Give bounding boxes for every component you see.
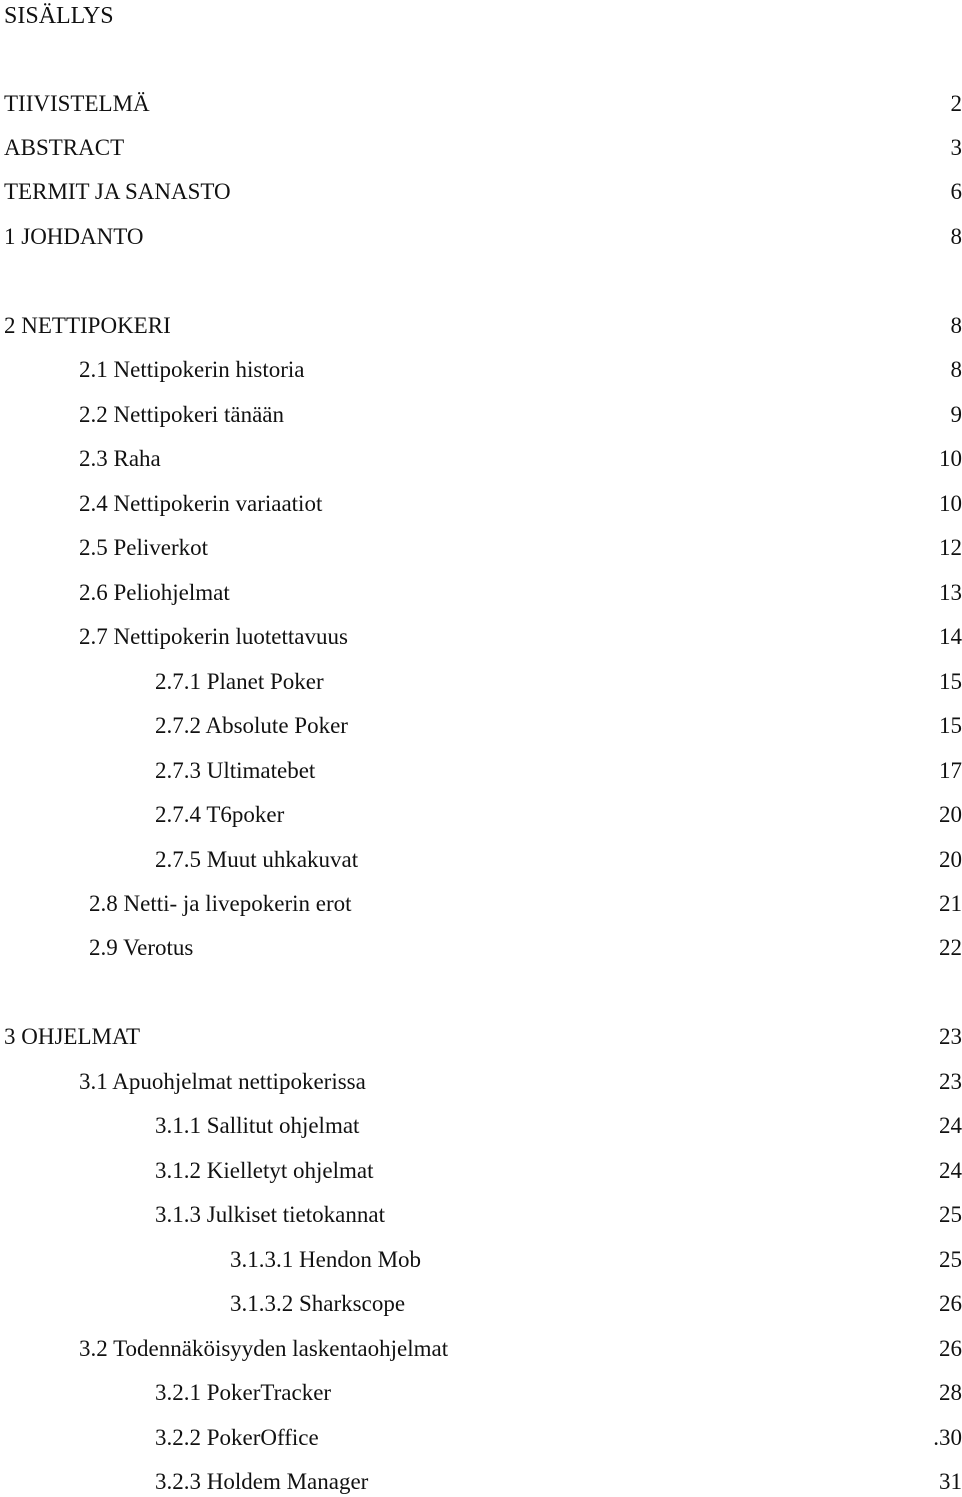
- toc-entry-page: 12: [939, 533, 962, 563]
- toc-entry-label: 2.4 Nettipokerin variaatiot: [79, 489, 322, 519]
- toc-entry-label: 2.9 Verotus: [89, 933, 193, 963]
- toc-entry: [0, 1467, 962, 1497]
- toc-entry: [0, 177, 962, 207]
- toc-entry-page: 15: [939, 711, 962, 741]
- toc-entry: [0, 889, 962, 919]
- toc-entry-label: 2.5 Peliverkot: [79, 533, 208, 563]
- toc-entry: [0, 933, 962, 963]
- toc-entry: [0, 400, 962, 430]
- toc-entry-label: TIIVISTELMÄ: [4, 89, 150, 119]
- toc-entry: [0, 1378, 962, 1408]
- toc-entry-page: 10: [939, 444, 962, 474]
- toc-entry-page: .30: [933, 1423, 962, 1453]
- toc-entry: [0, 800, 962, 830]
- toc-entry-page: 13: [939, 578, 962, 608]
- toc-entry-page: 10: [939, 489, 962, 519]
- toc-entry: [0, 622, 962, 652]
- toc-entry-label: 2.3 Raha: [79, 444, 161, 474]
- toc-entry-page: 28: [939, 1378, 962, 1408]
- toc-entry: [0, 1067, 962, 1097]
- toc-entry-page: 23: [939, 1067, 962, 1097]
- toc-entry-label: 3.1.3.1 Hendon Mob: [230, 1245, 421, 1275]
- toc-entry-label: 2.6 Peliohjelmat: [79, 578, 230, 608]
- toc-entry-label: 3.2.3 Holdem Manager: [155, 1467, 368, 1497]
- toc-entry-page: 2: [951, 89, 962, 119]
- toc-entry-label: 2.8 Netti- ja livepokerin erot: [89, 889, 352, 919]
- toc-entry-page: 21: [939, 889, 962, 919]
- toc-entry: [0, 222, 962, 252]
- toc-entry-label: 3.1.2 Kielletyt ohjelmat: [155, 1156, 373, 1186]
- toc-entry: [0, 489, 962, 519]
- toc-entry-page: 24: [939, 1156, 962, 1186]
- toc-entry: [0, 1245, 962, 1275]
- toc-entry: [0, 444, 962, 474]
- toc-entry: [0, 1289, 962, 1319]
- toc-entry-page: 25: [939, 1200, 962, 1230]
- toc-entry-page: 20: [939, 800, 962, 830]
- toc-entry-page: 14: [939, 622, 962, 652]
- page-title: SISÄLLYS: [4, 2, 114, 30]
- toc-entry: [0, 1111, 962, 1141]
- toc-entry-label: ABSTRACT: [4, 133, 124, 163]
- toc-entry: [0, 1334, 962, 1364]
- toc-entry-page: 20: [939, 845, 962, 875]
- toc-entry-label: 2.7.4 T6poker: [155, 800, 284, 830]
- toc-entry: [0, 711, 962, 741]
- toc-entry: [0, 1156, 962, 1186]
- toc-entry-label: 1 JOHDANTO: [4, 222, 144, 252]
- toc-entry: [0, 1022, 962, 1052]
- toc-entry: [0, 311, 962, 341]
- toc-entry-page: 8: [951, 355, 962, 385]
- toc-entry: [0, 756, 962, 786]
- toc-entry-page: 15: [939, 667, 962, 697]
- toc-entry-page: 9: [951, 400, 962, 430]
- toc-entry-page: 23: [939, 1022, 962, 1052]
- toc-entry-label: 2 NETTIPOKERI: [4, 311, 171, 341]
- toc-entry-label: 3 OHJELMAT: [4, 1022, 140, 1052]
- toc-entry-label: 2.7.1 Planet Poker: [155, 667, 324, 697]
- toc-entry-label: 3.1.1 Sallitut ohjelmat: [155, 1111, 359, 1141]
- toc-entry: [0, 1200, 962, 1230]
- toc-entry-page: 26: [939, 1289, 962, 1319]
- toc-entry-page: 8: [951, 222, 962, 252]
- toc-entry: [0, 1423, 962, 1453]
- toc-entry-label: 3.1.3 Julkiset tietokannat: [155, 1200, 385, 1230]
- toc-entry-label: 3.2.2 PokerOffice: [155, 1423, 319, 1453]
- toc-entry-label: 2.1 Nettipokerin historia: [79, 355, 305, 385]
- toc-entry-label: 3.1 Apuohjelmat nettipokerissa: [79, 1067, 366, 1097]
- toc-entry: [0, 133, 962, 163]
- toc-entry-page: 24: [939, 1111, 962, 1141]
- toc-entry-label: 2.7 Nettipokerin luotettavuus: [79, 622, 348, 652]
- toc-entry-label: 2.7.5 Muut uhkakuvat: [155, 845, 358, 875]
- toc-entry: [0, 89, 962, 119]
- toc-entry: [0, 845, 962, 875]
- toc-entry-page: 8: [951, 311, 962, 341]
- toc-entry-label: TERMIT JA SANASTO: [4, 177, 231, 207]
- toc-entry-page: 3: [951, 133, 962, 163]
- toc-entry-label: 3.2 Todennäköisyyden laskentaohjelmat: [79, 1334, 448, 1364]
- toc-entry: [0, 578, 962, 608]
- toc-entry-page: 17: [939, 756, 962, 786]
- toc-entry-label: 3.2.1 PokerTracker: [155, 1378, 331, 1408]
- toc-entry-page: 6: [951, 177, 962, 207]
- toc-entry-label: 3.1.3.2 Sharkscope: [230, 1289, 405, 1319]
- toc-entry-page: 25: [939, 1245, 962, 1275]
- toc-entry: [0, 533, 962, 563]
- toc-entry-page: 26: [939, 1334, 962, 1364]
- toc-entry-page: 22: [939, 933, 962, 963]
- toc-entry: [0, 667, 962, 697]
- toc-entry-label: 2.7.3 Ultimatebet: [155, 756, 315, 786]
- toc-entry-label: 2.7.2 Absolute Poker: [155, 711, 348, 741]
- toc-entry: [0, 355, 962, 385]
- toc-entry-page: 31: [939, 1467, 962, 1497]
- toc-entry-label: 2.2 Nettipokeri tänään: [79, 400, 284, 430]
